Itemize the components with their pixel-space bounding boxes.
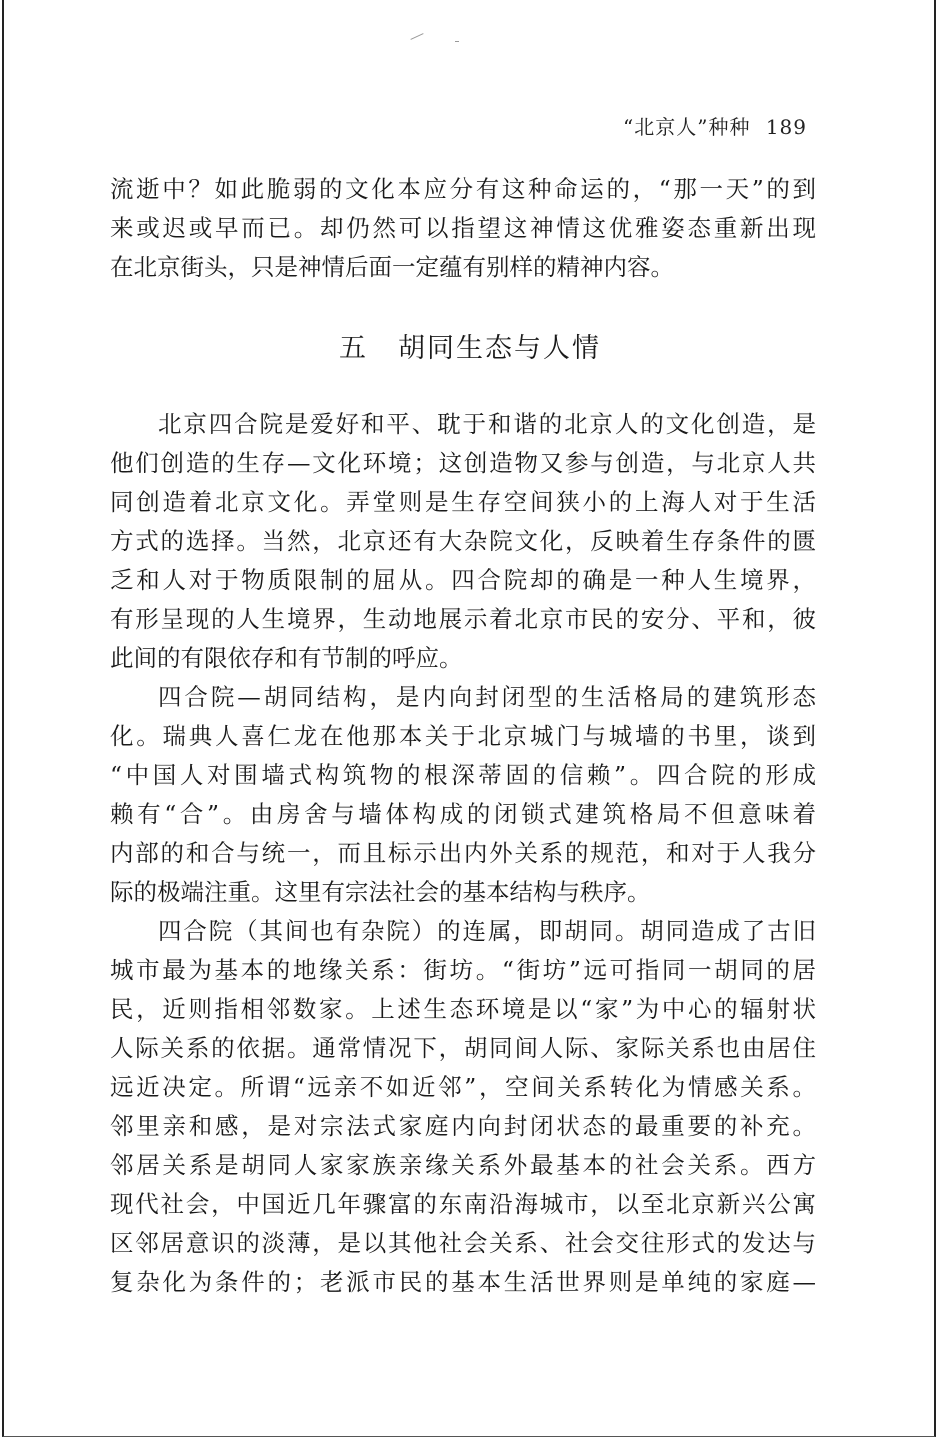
section-number: 五	[339, 333, 368, 364]
section-title: 胡同生态与人情	[398, 333, 601, 364]
text-line: 他们创造的生存—文化环境；这创造物又参与创造，与北京人共	[110, 449, 816, 477]
text-line: 有形呈现的人生境界，生动地展示着北京市民的安分、平和，彼	[110, 605, 816, 633]
text-line: 人际关系的依据。通常情况下，胡同间人际、家际关系也由居住	[110, 1034, 816, 1062]
text-line: 北京四合院是爱好和平、耽于和谐的北京人的文化创造，是	[158, 410, 816, 438]
scan-speck	[455, 41, 459, 42]
text-line: 四合院（其间也有杂院）的连属，即胡同。胡同造成了古旧	[158, 917, 816, 945]
text-line: 方式的选择。当然，北京还有大杂院文化，反映着生存条件的匮	[110, 527, 816, 555]
text-line: 赖有“合”。由房舍与墙体构成的闭锁式建筑格局不但意味着	[110, 800, 816, 828]
running-head-title: “北京人”种种	[623, 115, 751, 139]
body-text	[110, 405, 816, 1302]
section-heading	[0, 326, 940, 365]
text-line: 来或迟或早而已。却仍然可以指望这神情这优雅姿态重新出现	[110, 214, 816, 242]
text-line: “中国人对围墙式构筑物的根深蒂固的信赖”。四合院的形成	[110, 761, 816, 789]
text-line: 此间的有限依存和有节制的呼应。	[110, 644, 463, 672]
text-line: 乏和人对于物质限制的屈从。四合院却的确是一种人生境界，	[110, 566, 816, 594]
text-line: 内部的和合与统一，而且标示出内外关系的规范，和对于人我分	[110, 839, 816, 867]
text-line: 远近决定。所谓“远亲不如近邻”，空间关系转化为情感关系。	[110, 1073, 816, 1101]
paragraph	[110, 405, 816, 678]
text-line: 民，近则指相邻数家。上述生态环境是以“家”为中心的辐射状	[110, 995, 816, 1023]
text-line: 邻居关系是胡同人家家族亲缘关系外最基本的社会关系。西方	[110, 1151, 816, 1179]
text-line: 在北京街头，只是神情后面一定蕴有别样的精神内容。	[110, 253, 674, 281]
text-line: 化。瑞典人喜仁龙在他那本关于北京城门与城墙的书里，谈到	[110, 722, 816, 750]
text-line: 流逝中？如此脆弱的文化本应分有这种命运的，“那一天”的到	[110, 175, 816, 203]
page-number: 189	[765, 115, 807, 139]
paragraph	[110, 678, 816, 912]
text-line: 际的极端注重。这里有宗法社会的基本结构与秩序。	[110, 878, 651, 906]
text-line: 城市最为基本的地缘关系：街坊。“街坊”远可指同一胡同的居	[110, 956, 816, 984]
text-line: 邻里亲和感，是对宗法式家庭内向封闭状态的最重要的补充。	[110, 1112, 816, 1140]
text-line: 区邻居意识的淡薄，是以其他社会关系、社会交往形式的发达与	[110, 1229, 816, 1257]
text-line: 复杂化为条件的；老派市民的基本生活世界则是单纯的家庭—	[110, 1268, 816, 1296]
text-line: 同创造着北京文化。弄堂则是生存空间狭小的上海人对于生活	[110, 488, 816, 516]
text-line: 四合院—胡同结构，是内向封闭型的生活格局的建筑形态	[158, 683, 816, 711]
opening-paragraph	[110, 170, 816, 287]
running-head	[623, 111, 807, 140]
paragraph	[110, 912, 816, 1302]
text-line: 现代社会，中国近几年骤富的东南沿海城市，以至北京新兴公寓	[110, 1190, 816, 1218]
